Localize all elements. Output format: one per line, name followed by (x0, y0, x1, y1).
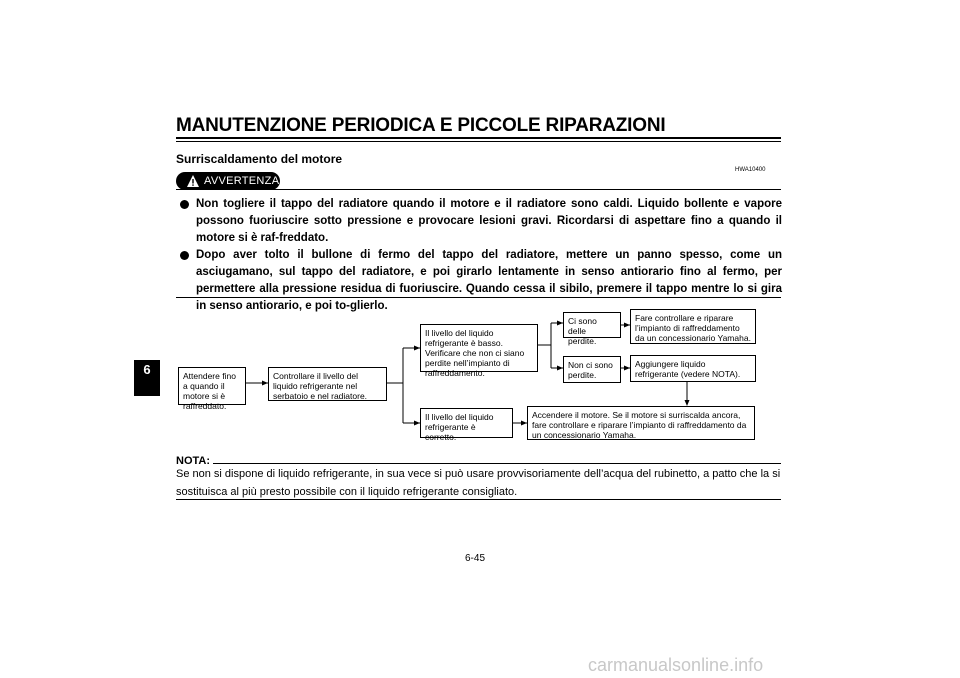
header-rule (176, 137, 781, 139)
page-title: MANUTENZIONE PERIODICA E PICCOLE RIPARAZIONI (176, 115, 666, 136)
flow-step-level-low: Il livello del liquido refrigerante è basso. Verificare che non ci siano perdite nell’impianto di raffreddamento. (420, 324, 538, 372)
note-bottom-rule (176, 499, 781, 500)
note-text: Se non si dispone di liquido refrigerante, in sua vece si può usare provvisoriamente dell’acqua del rubinetto, a patto che la si sostituisca al più presto possibile con il liquido refrigerante consigliato. (176, 468, 781, 498)
warning-bottom-rule (176, 297, 781, 298)
flow-step-check: Controllare il livello del liquido refrigerante nel serbatoio e nel radiatore. (268, 367, 387, 401)
warning-code: HWA10400 (735, 167, 766, 173)
warning-bullet-text: Non togliere il tappo del radiatore quando il motore e il radiatore sono caldi. Liquido bollente e vapore possono fuoriuscire sotto pressione e provocare lesioni gravi. Ricordarsi di aspettare fino a quando il motore si è raf-freddato. (196, 198, 782, 244)
warning-badge (176, 172, 280, 190)
bullet-icon (180, 200, 189, 209)
warning-label: AVVERTENZA (204, 175, 280, 187)
section-title: Surriscaldamento del motore (176, 152, 343, 166)
flow-step-no-leaks: Non ci sono perdite. (563, 356, 621, 383)
flow-step-dealer: Fare controllare e riparare l’impianto di raffreddamento da un concessionario Yamaha. (630, 309, 756, 344)
flow-step-add-coolant: Aggiungere liquido refrigerante (vedere NOTA). (630, 355, 756, 382)
page-number: 6-45 (465, 553, 486, 564)
note-top-rule (213, 463, 781, 464)
bullet-icon (180, 251, 189, 260)
warning-bullet (176, 196, 782, 247)
note-label: NOTA: (176, 455, 211, 467)
header-rule-thin (176, 141, 781, 142)
warning-triangle-icon (186, 174, 200, 188)
flow-step-level-correct: Il livello del liquido refrigerante è corretto. (420, 408, 513, 438)
warning-bullet-text: Dopo aver tolto il bullone di fermo del tappo del radiatore, mettere un panno spesso, come un asciugamano, sul tappo del radiatore, e poi girarlo lentamente in senso antiorario fino al fermo, per permettere alla pressione residua di fuoriuscire. Quando cessa il sibilo, premere il tappo mentre lo si gira in senso antiorario, e poi to-glierlo. (196, 249, 782, 312)
chapter-tab: 6 (134, 360, 160, 396)
watermark: carmanualsonline.info (588, 655, 764, 675)
flow-step-leaks: Ci sono delle perdite. (563, 312, 621, 338)
flow-step-wait: Attendere fino a quando il motore si è raffreddato. (178, 367, 246, 405)
flow-step-start-engine: Accendere il motore. Se il motore si surriscalda ancora, fare controllare e riparare l’impianto di raffreddamento da un concessionario Yamaha. (527, 406, 755, 440)
warning-top-rule (176, 189, 781, 190)
